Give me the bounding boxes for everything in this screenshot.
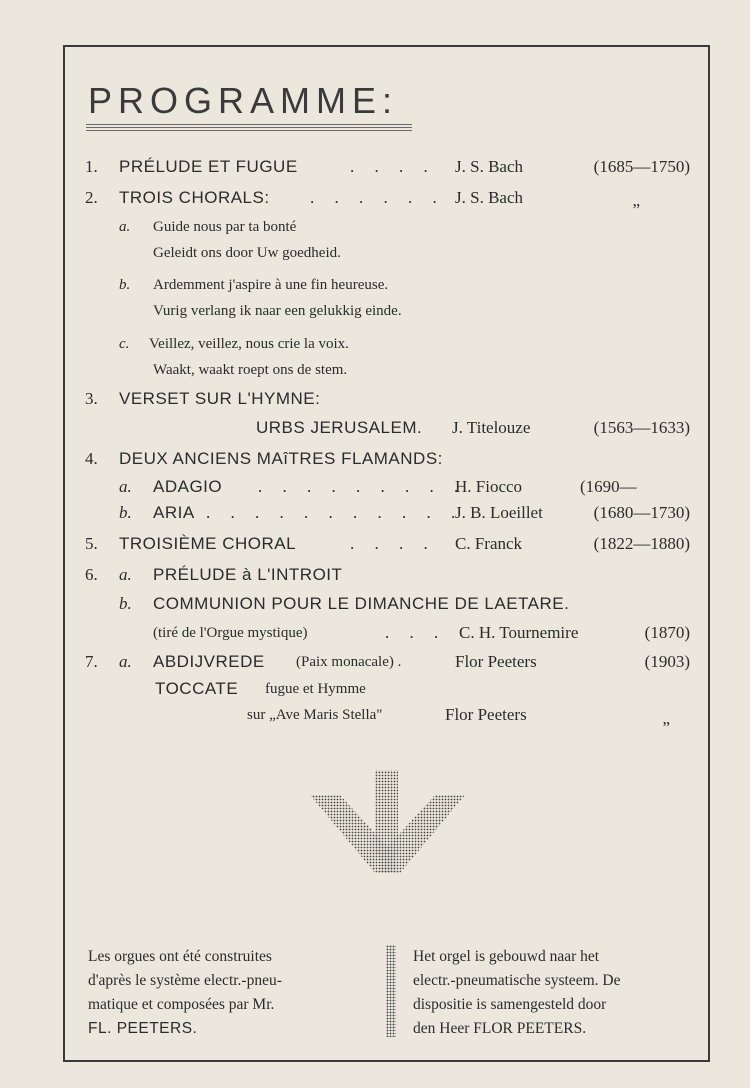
dot-leader: . . . . . . . . . . . [206, 503, 464, 522]
chorale-title-nl: Waakt, waakt roept ons de stem. [153, 362, 348, 378]
composer-dates: „ [662, 709, 670, 728]
piece-title: VERSET SUR L'HYMNE: [119, 389, 321, 408]
dot-leader: . . . . . . . . . [258, 477, 467, 496]
composer: Flor Peeters [455, 652, 537, 671]
piece-title: PRÉLUDE à L'INTROIT [153, 565, 343, 584]
composer: J. Titelouze [452, 418, 531, 437]
footer-french [88, 945, 368, 1041]
item-number: 1. [85, 157, 98, 176]
dot-leader: . . . . . . [310, 188, 445, 207]
composer: C. H. Tournemire [459, 623, 579, 642]
piece-subtitle: sur „Ave Maris Stella" [247, 707, 383, 723]
footer-line: Het orgel is gebouwd naar het [413, 948, 600, 965]
item-number: 6. [85, 565, 98, 584]
dot-leader: . . . [385, 623, 447, 642]
dot-leader: . . . . [350, 534, 436, 553]
piece-title: TOCCATE [155, 679, 239, 698]
piece-subtitle: (Paix monacale) . [296, 654, 402, 670]
footer-line: Les orgues ont été construites [88, 948, 272, 965]
sub-letter: b. [119, 594, 132, 613]
composer-dates: (1680—1730) [593, 503, 690, 522]
piece-subtitle: URBS JERUSALEM. [256, 418, 423, 437]
dot-leader: . . . . [350, 157, 436, 176]
composer: J. S. Bach [455, 188, 523, 207]
piece-title: TROIS CHORALS: [119, 188, 270, 207]
item-number: 5. [85, 534, 98, 553]
footer-line: dispositie is samengesteld door [413, 996, 607, 1013]
piece-note: (tiré de l'Orgue mystique) [153, 625, 308, 641]
footer-line: d'après le système electr.-pneu- [88, 972, 282, 989]
title-underline [86, 124, 412, 133]
composer: J. S. Bach [455, 157, 523, 176]
sub-letter: a. [119, 565, 132, 584]
chorale-title-nl: Geleidt ons door Uw goedheid. [153, 245, 341, 261]
piece-title: TROISIÈME CHORAL [119, 534, 297, 553]
sub-letter: a. [119, 652, 132, 671]
piece-title: ARIA [153, 503, 195, 522]
piece-title: PRÉLUDE ET FUGUE [119, 157, 298, 176]
piece-title: ABDIJVREDE [153, 652, 265, 671]
arrow-ornament-icon [300, 765, 475, 880]
piece-title: ADAGIO [153, 477, 223, 496]
footer-divider [386, 945, 396, 1037]
composer-dates: (1563—1633) [593, 418, 690, 437]
item-number: 2. [85, 188, 98, 207]
composer: H. Fiocco [455, 477, 523, 496]
footer-line: electr.-pneumatische systeem. De [413, 972, 621, 989]
chorale-title-fr: Veillez, veillez, nous crie la voix. [149, 336, 349, 352]
composer-dates: (1903) [644, 652, 690, 671]
composer-dates: (1822—1880) [593, 534, 690, 553]
sub-letter: b. [119, 277, 131, 293]
composer-dates: (1685—1750) [593, 157, 690, 176]
sub-letter: b. [119, 503, 132, 522]
chorale-title-fr: Ardemment j'aspire à une fin heureuse. [153, 277, 389, 293]
composer: Flor Peeters [445, 705, 527, 724]
item-number: 4. [85, 449, 98, 468]
item-number: 7. [85, 652, 98, 671]
piece-title: DEUX ANCIENS MAîTRES FLAMANDS: [119, 449, 443, 468]
item-number: 3. [85, 389, 98, 408]
footer-line: den Heer FLOR PEETERS. [413, 1020, 587, 1037]
composer-dates: „ [632, 191, 640, 210]
composer-dates: (1690— [580, 477, 637, 496]
chorale-title-fr: Guide nous par ta bonté [153, 219, 297, 235]
footer-dutch [413, 945, 693, 1041]
footer-line: matique et composées par Mr. [88, 996, 275, 1013]
sub-letter: a. [119, 477, 132, 496]
piece-subtitle: fugue et Hymme [265, 681, 366, 697]
piece-title: COMMUNION POUR LE DIMANCHE DE LAETARE. [153, 594, 570, 613]
page-title: PROGRAMME: [88, 80, 399, 121]
sub-letter: a. [119, 219, 131, 235]
sub-letter: c. [119, 336, 130, 352]
footer-line: FL. PEETERS. [88, 1020, 198, 1037]
composer-dates: (1870) [644, 623, 690, 642]
composer: J. B. Loeillet [455, 503, 543, 522]
composer: C. Franck [455, 534, 523, 553]
chorale-title-nl: Vurig verlang ik naar een gelukkig einde. [153, 303, 402, 319]
